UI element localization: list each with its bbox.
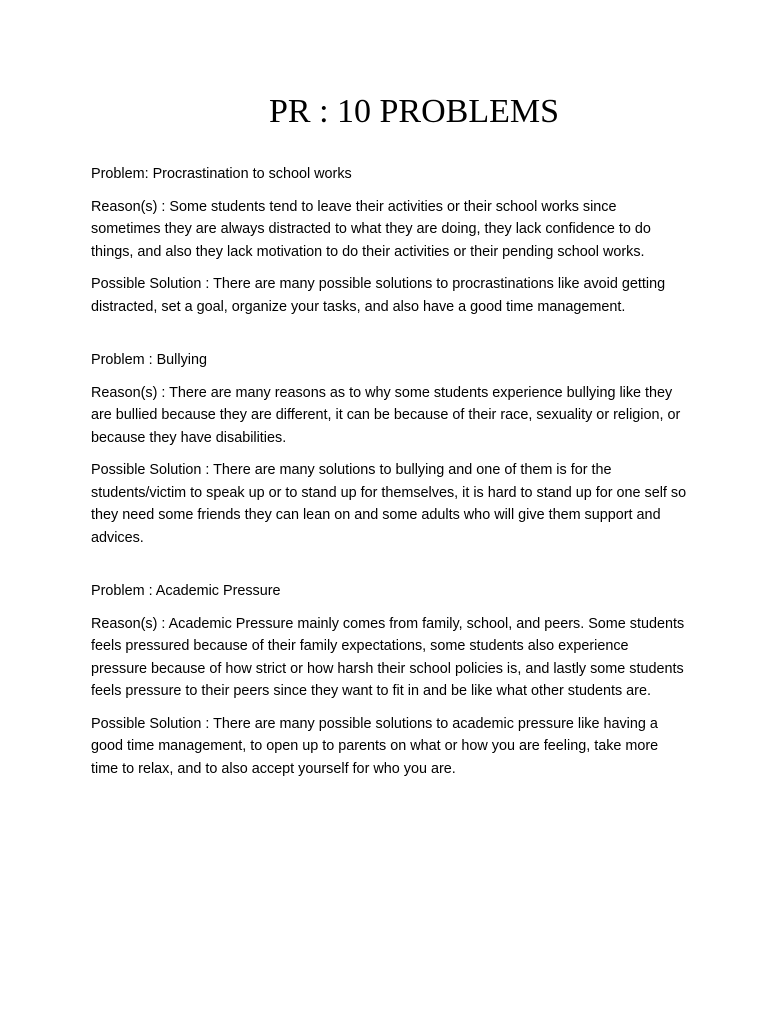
solution-paragraph: Possible Solution : There are many solutions to bullying and one of them is for the students/victim to speak up or to stand up for themselves, it is hard to stand up for one self so they need some friends they can lean on and some adults who will give them support and advices.: [91, 462, 687, 546]
reasons-paragraph: Reason(s) : Some students tend to leave their activities or their school works since sometimes they are always distracted to what they are doing, they lack confidence to do things, and also they lack motivation to do their activities or their pending school works.: [91, 198, 651, 260]
problem-heading: Problem : Bullying: [91, 352, 207, 368]
solution-paragraph: Possible Solution : There are many possible solutions to academic pressure like having a good time management, to open up to parents on what or how you are feeling, take more time to relax, and to also accept yourself for who you are.: [91, 715, 659, 777]
document-title: PR : 10 PROBLEMS: [268, 93, 560, 130]
reasons-paragraph: Reason(s) : Academic Pressure mainly comes from family, school, and peers. Some students feels pressured because of their family expectations, some students also experience pressure because of how strict or how harsh their school policies is, and lastly some students feels pressure to their peers since they want to fit in and be like what other students are.: [91, 615, 685, 699]
reasons-paragraph: Reason(s) : There are many reasons as to why some students experience bullying like they are bullied because they are different, it can be because of their race, sexuality or religion, or because they have disabilities.: [91, 384, 681, 446]
problem-heading: Problem: Procrastination to school works: [91, 166, 352, 182]
problem-heading: Problem : Academic Pressure: [91, 583, 281, 599]
document-body: [91, 163, 687, 780]
problem-section-procrastination: [91, 163, 687, 318]
solution-paragraph: Possible Solution : There are many possible solutions to procrastinations like avoid getting distracted, set a goal, organize your tasks, and also have a good time management.: [91, 276, 666, 315]
problem-section-academic-pressure: [91, 580, 687, 780]
problem-section-bullying: [91, 349, 687, 549]
